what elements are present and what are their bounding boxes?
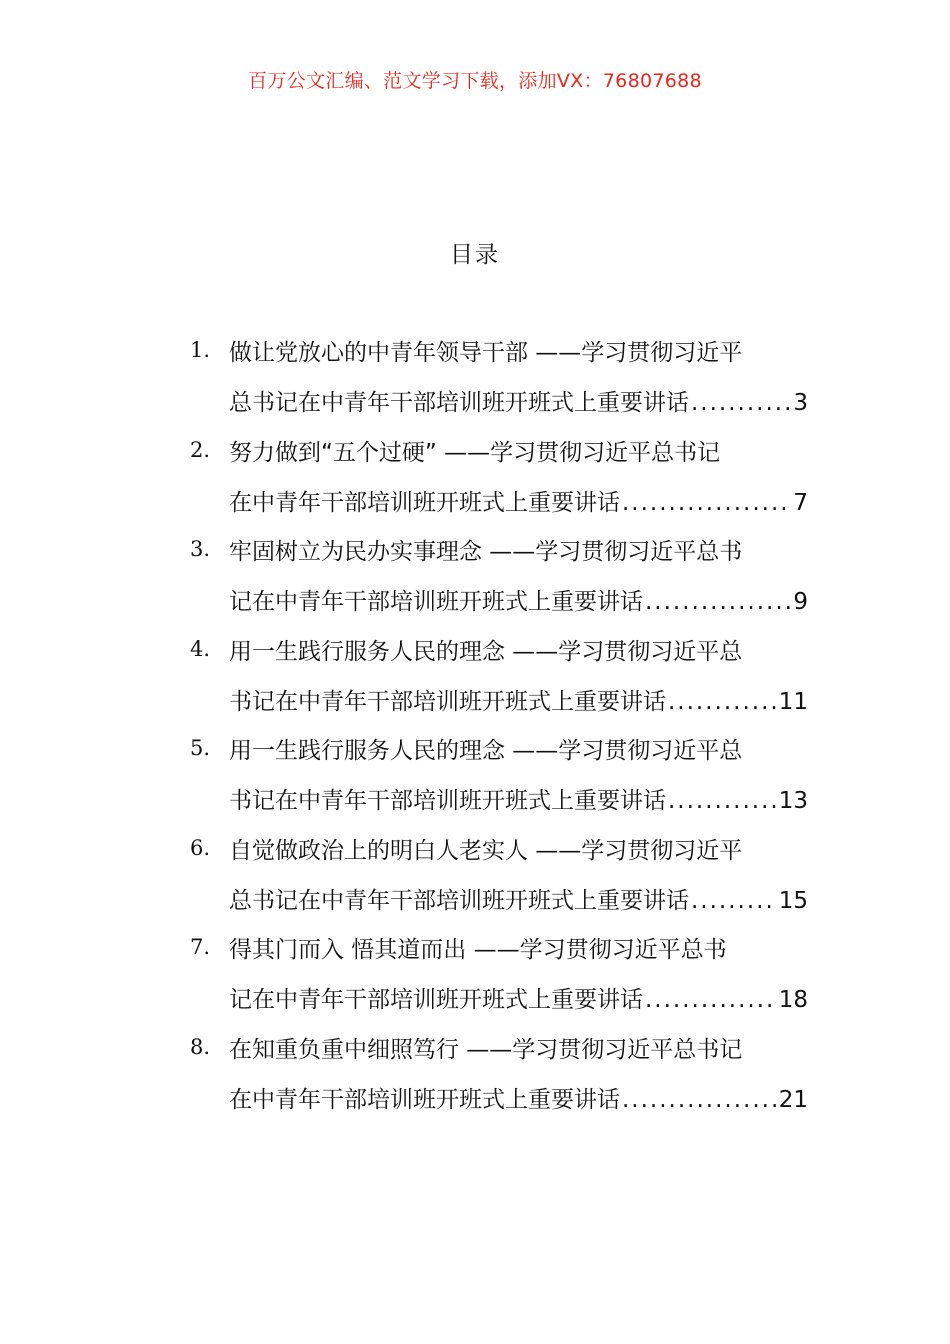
toc-title: 目录 [450, 242, 500, 268]
toc-entry-number: 3. [190, 537, 211, 561]
toc-dot-leader [666, 689, 777, 715]
toc-entry-title: 得其门而入 悟其道而出 ——学习贯彻习近平总书 [229, 937, 727, 963]
toc-entry-subtitle-row [229, 583, 808, 616]
toc-dot-leader [643, 987, 777, 1013]
toc-entry-title: 用一生践行服务人民的理念 ——学习贯彻习近平总 [229, 738, 743, 764]
toc-entry-title: 自觉做政治上的明白人老实人 ——学习贯彻习近平 [229, 837, 743, 864]
toc-entry[interactable] [190, 1027, 808, 1127]
toc-entry-title: 在知重负重中细照笃行 ——学习贯彻习近平总书记 [229, 1036, 743, 1063]
toc-page-number: 9 [793, 589, 808, 615]
toc-entry-title: 努力做到“五个过硬” ——学习贯彻习近平总书记 [229, 439, 721, 466]
toc-entry[interactable] [190, 629, 808, 729]
toc-entry-number: 8. [190, 1034, 211, 1059]
header-promo-note: 百万公文汇编、范文学习下载，添加VX：76807688 [248, 70, 702, 92]
toc-entry[interactable] [190, 529, 808, 629]
toc-page-number: 11 [778, 688, 808, 715]
toc-entry-subtitle: 记在中青年干部培训班开班式上重要讲话 [229, 589, 643, 615]
toc-entry-subtitle: 记在中青年干部培训班开班式上重要讲话 [229, 987, 643, 1013]
toc-entry-title: 牢固树立为民办实事理念 ——学习贯彻习近平总书 [229, 539, 743, 565]
toc-dot-leader [620, 1087, 777, 1113]
toc-list [190, 330, 808, 1126]
toc-entry-subtitle: 在中青年干部培训班开班式上重要讲话 [229, 489, 620, 516]
toc-dot-leader [643, 589, 791, 615]
toc-entry-number: 1. [190, 338, 211, 362]
toc-entry[interactable] [190, 430, 808, 530]
toc-page-number: 15 [778, 887, 808, 914]
toc-dot-leader [666, 788, 777, 814]
toc-entry-number: 5. [190, 736, 211, 760]
toc-page-number: 3 [793, 390, 808, 416]
toc-dot-leader [689, 390, 791, 416]
toc-page-number: 21 [778, 1086, 808, 1113]
toc-entry-subtitle: 在中青年干部培训班开班式上重要讲话 [229, 1086, 620, 1113]
toc-entry-number: 6. [190, 835, 211, 860]
toc-entry-subtitle-row [229, 782, 808, 815]
toc-entry-subtitle-row [229, 384, 808, 417]
toc-entry-number: 4. [190, 636, 211, 661]
toc-entry-subtitle-row [229, 1081, 808, 1114]
toc-entry[interactable] [190, 927, 808, 1027]
toc-entry-number: 2. [190, 437, 211, 462]
toc-entry-subtitle: 书记在中青年干部培训班开班式上重要讲话 [229, 788, 666, 814]
toc-entry[interactable] [190, 330, 808, 430]
toc-entry-subtitle-row [229, 683, 808, 716]
toc-entry[interactable] [190, 728, 808, 828]
toc-entry-subtitle: 总书记在中青年干部培训班开班式上重要讲话 [229, 390, 689, 416]
toc-dot-leader [620, 490, 791, 516]
toc-page-number: 7 [793, 489, 808, 516]
toc-page-number: 18 [778, 987, 808, 1013]
toc-entry-title: 做让党放心的中青年领导干部 ——学习贯彻习近平 [229, 340, 743, 366]
toc-dot-leader [689, 888, 777, 914]
toc-entry-number: 7. [190, 935, 211, 959]
toc-entry[interactable] [190, 828, 808, 928]
toc-entry-subtitle-row [229, 882, 808, 915]
toc-entry-title: 用一生践行服务人民的理念 ——学习贯彻习近平总 [229, 638, 743, 665]
toc-entry-subtitle: 书记在中青年干部培训班开班式上重要讲话 [229, 688, 666, 715]
toc-page-number: 13 [778, 788, 808, 814]
toc-entry-subtitle: 总书记在中青年干部培训班开班式上重要讲话 [229, 887, 689, 914]
toc-entry-subtitle-row [229, 981, 808, 1014]
toc-entry-subtitle-row [229, 484, 808, 517]
